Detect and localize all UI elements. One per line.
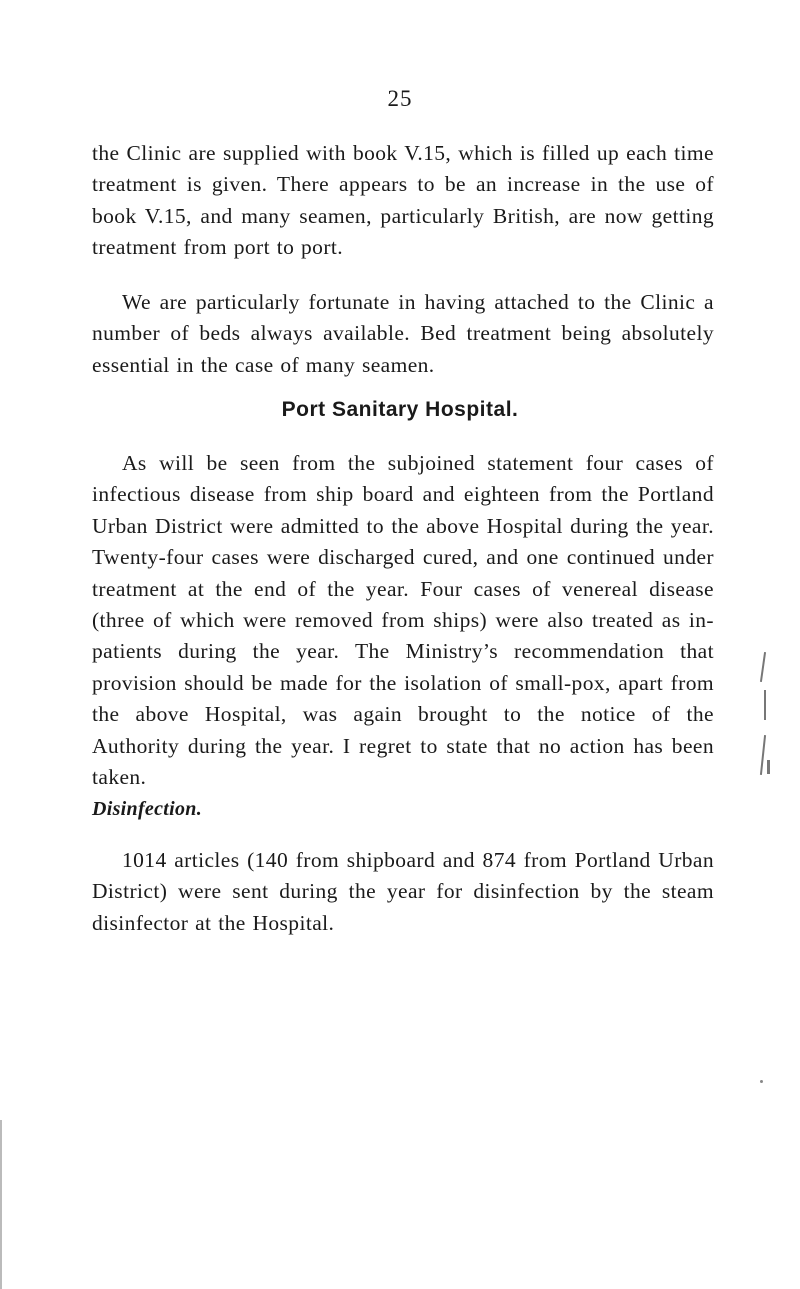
paragraph-disinfection: 1014 articles (140 from shipboard and 874 from Portland Urban District) were sent during the year for disinfection by the steam disinfector at the Hospital.	[92, 848, 714, 935]
margin-scan-mark	[760, 652, 766, 682]
margin-scan-mark	[760, 735, 766, 775]
paragraph-hospital-statement: As will be seen from the subjoined statement four cases of infectious disease from ship board and eighteen from the Portland Urban District were admitted to the above Hospital during the year. Twenty-four cases were discharged cured, and one continued under treatment at the end of the year. Four cases of venereal disease (three of which were removed from ships) were also treated as in-patients during the year. The Ministry’s recommendation that provision should be made for the isolation of small-pox, apart from the above Hospital, was again brought to the notice of the Authority during the year. I regret to state that no action has been taken.	[92, 451, 714, 790]
section-heading-disinfection: Disinfection.	[92, 798, 203, 820]
paragraph-beds: We are particularly fortunate in having attached to the Clinic a number of beds always available. Bed treatment being absolutely essential in the case of many seamen.	[92, 290, 714, 377]
margin-scan-mark	[767, 760, 770, 774]
scan-speck	[760, 1080, 763, 1083]
left-edge-shadow	[0, 1120, 2, 1289]
page-number: 25	[387, 86, 413, 111]
section-heading-port-sanitary-hospital: Port Sanitary Hospital.	[281, 398, 519, 421]
paragraph-clinic-books: the Clinic are supplied with book V.15, which is filled up each time treatment is given. There appears to be an increase in the use of book V.15, and many seamen, particularly British, are now getting treatment from port to port.	[92, 141, 714, 260]
margin-scan-mark	[764, 690, 766, 720]
